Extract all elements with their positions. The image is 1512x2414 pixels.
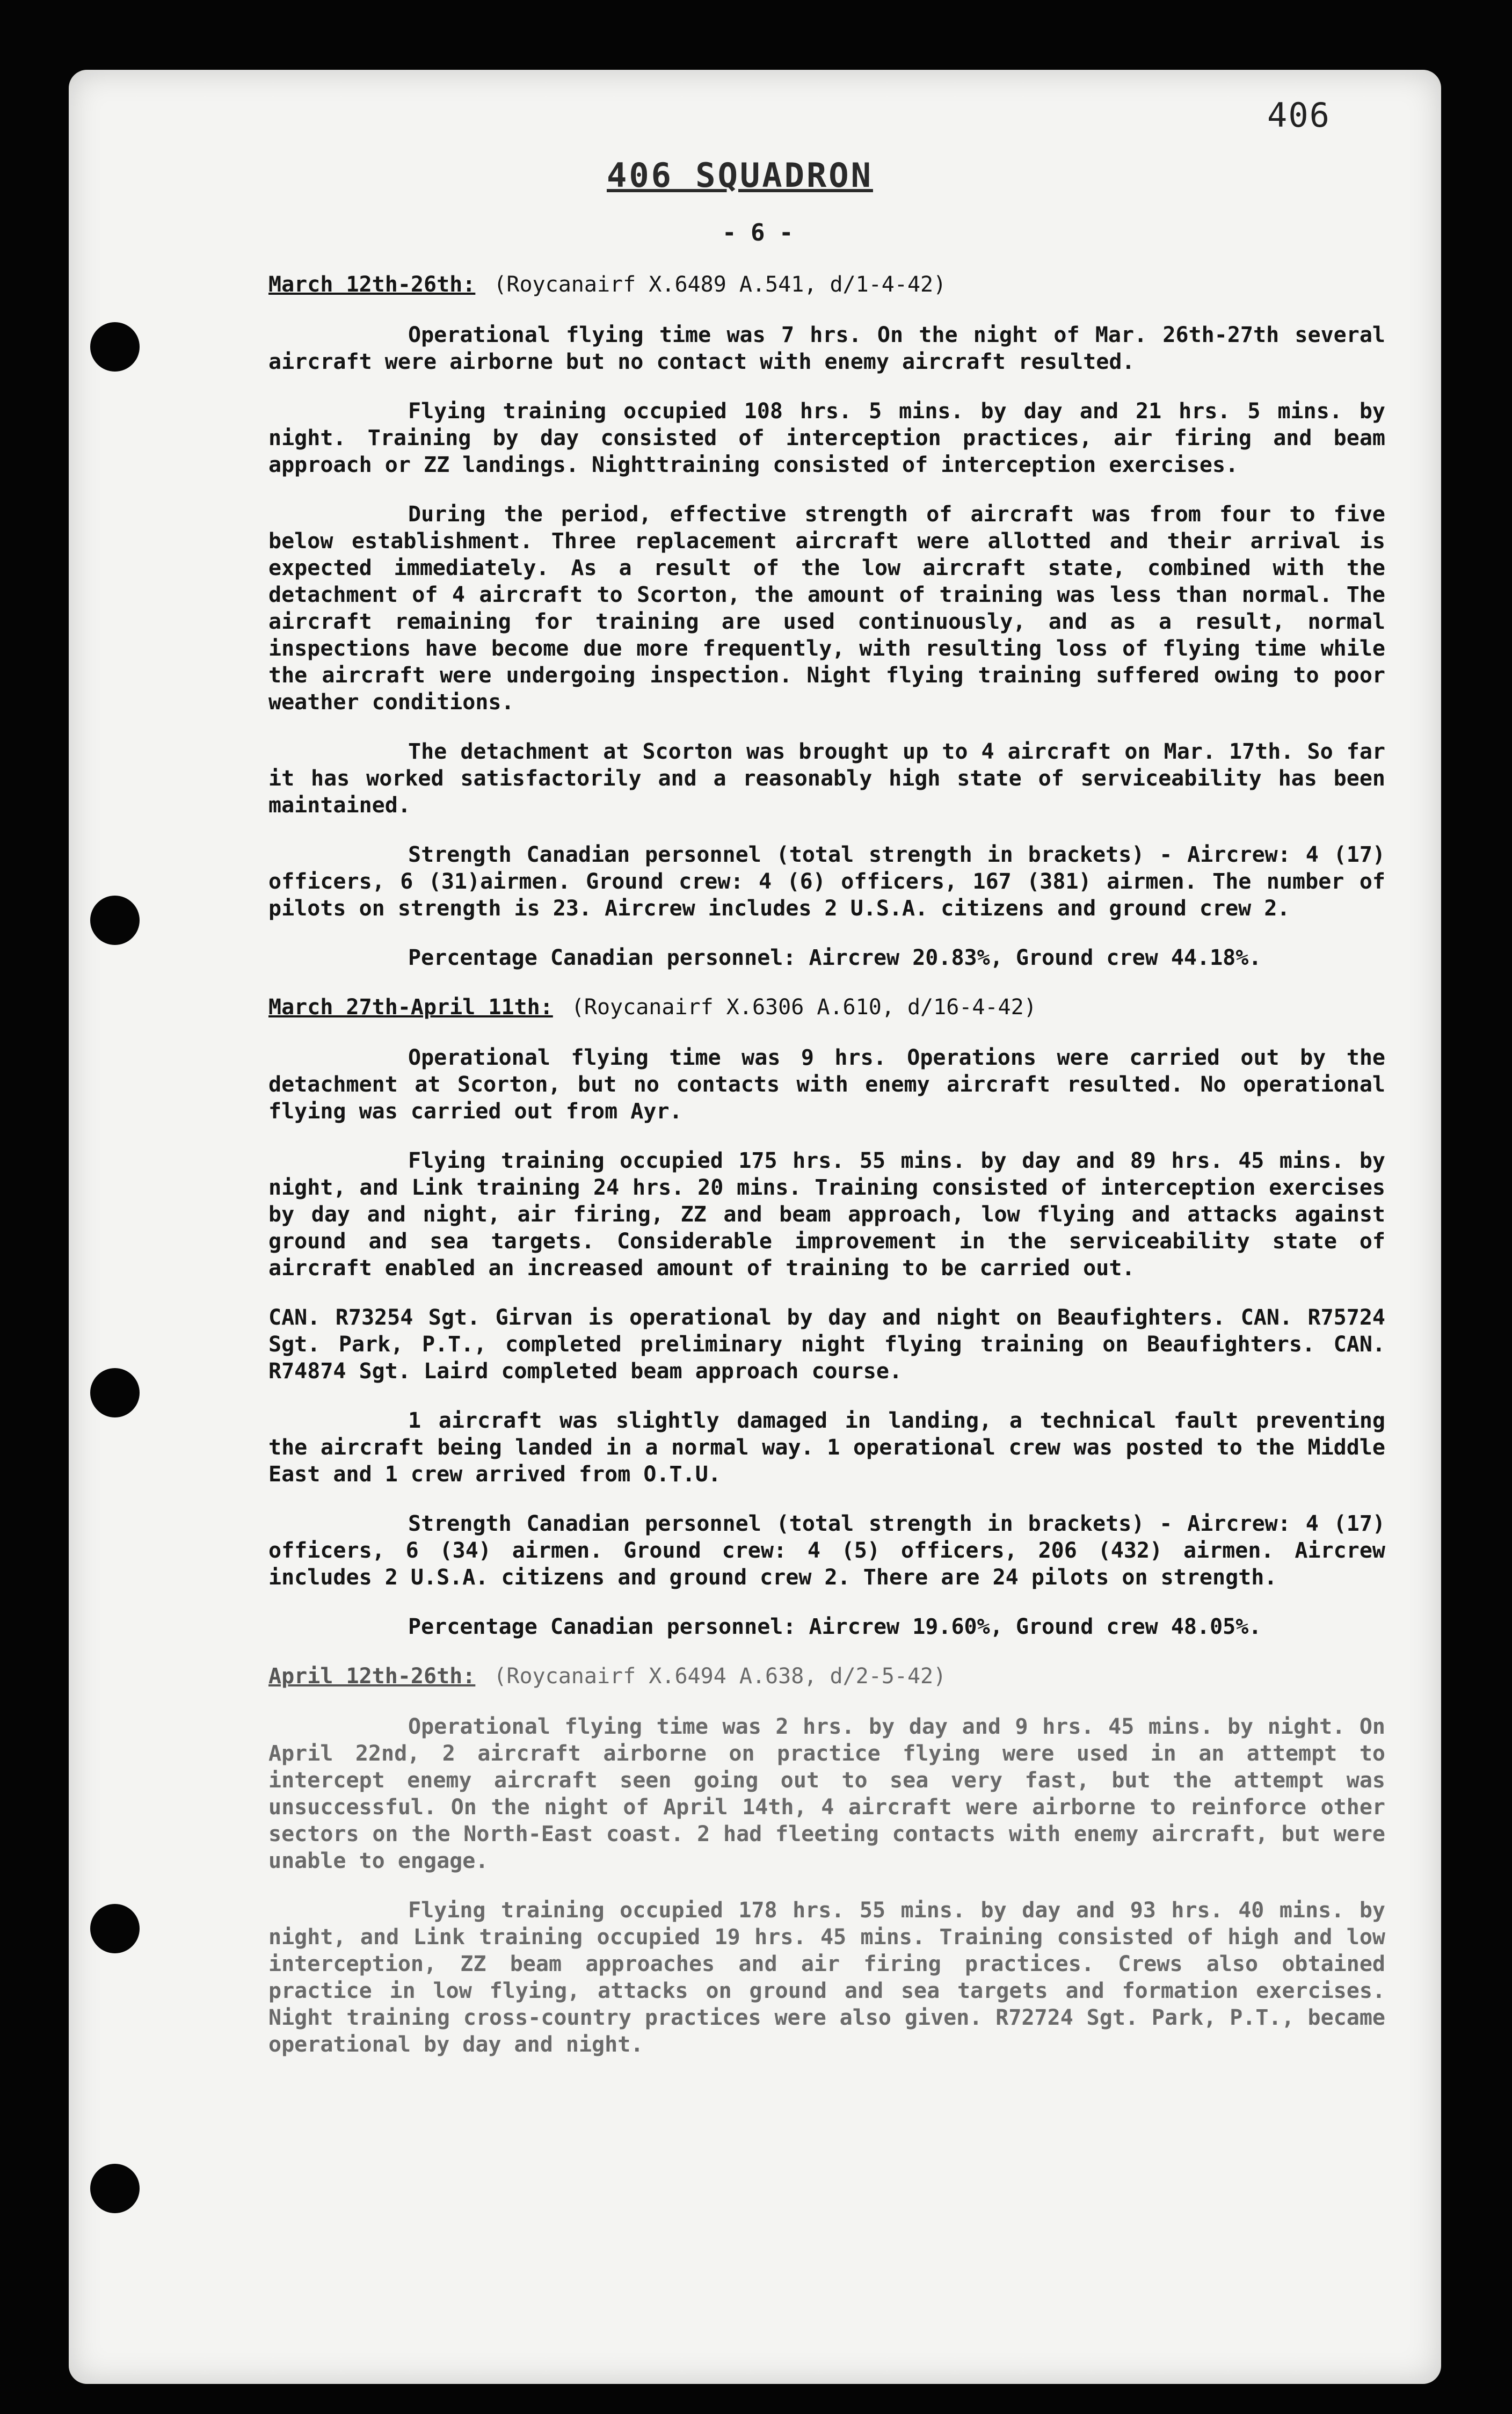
paragraph: Flying training occupied 178 hrs. 55 mins. by day and 93 hrs. 40 mins. by night, and Link training occupied 19 hrs. 45 mins. Training consisted of high and low interception, ZZ beam approaches and air firing practices. Crews also obtained practice in low flying, attacks on ground and sea targets and formation exercises. Night training cross-country practices were also given. R72724 Sgt. Park, P.T., became operational by day and night. [268,1898,1385,2057]
sub-page-number: - 6 - [722,219,794,246]
section-heading [268,994,1385,1021]
paragraph: 1 aircraft was slightly damaged in landing, a technical fault preventing the aircraft being landed in a normal way. 1 operational crew was posted to the Middle East and 1 crew arrived from O.T.U. [268,1408,1385,1487]
section-reference: (Roycanairf X.6489 A.541, d/1-4-42) [493,272,947,297]
paragraph: During the period, effective strength of aircraft was from four to five below establishment. Three replacement aircraft were allotted and their arrival is expected immediately. As a result of the low aircraft state, combined with the detachment of 4 aircraft to Scorton, the amount of training was less than normal. The aircraft remaining for training are used continuously, and as a result, normal inspections have become due more frequently, with resulting loss of flying time while the aircraft were undergoing inspection. Night flying training suffered owing to poor weather conditions. [268,502,1385,715]
paragraph: CAN. R73254 Sgt. Girvan is operational by day and night on Beaufighters. CAN. R75724 Sgt. Park, P.T., completed preliminary night flying training on Beaufighters. CAN. R74874 Sgt. Laird completed beam approach course. [268,1305,1385,1384]
binder-hole [90,1904,140,1953]
section-heading [268,271,1385,298]
section-reference: (Roycanairf X.6494 A.638, d/2-5-42) [493,1664,947,1689]
document-body [268,271,1385,2081]
binder-hole [90,1368,140,1417]
section-april-12-26 [268,1663,1385,2058]
percentage-line: Percentage Canadian personnel: Aircrew 20.83%, Ground crew 44.18%. [408,946,1262,970]
section-date: April 12th-26th: [268,1664,476,1689]
section-march-27-april-11 [268,994,1385,1640]
binder-hole [90,322,140,372]
paragraph: Operational flying time was 9 hrs. Operations were carried out by the detachment at Scorton, but no contacts with enemy aircraft resulted. No operational flying was carried out from Ayr. [268,1045,1385,1124]
page-number: 406 [1267,96,1331,135]
binder-hole [90,896,140,945]
section-march-12-26 [268,271,1385,971]
section-date: March 12th-26th: [268,272,476,297]
paragraph: Operational flying time was 2 hrs. by day and 9 hrs. 45 mins. by night. On April 22nd, 2 aircraft airborne on practice flying were used in an attempt to intercept enemy aircraft seen going out to sea very fast, but the attempt was unsuccessful. On the night of April 14th, 4 aircraft were airborne to reinforce other sectors on the North-East coast. 2 had fleeting contacts with enemy aircraft, but were unable to engage. [268,1714,1385,1873]
paragraph: Flying training occupied 108 hrs. 5 mins. by day and 21 hrs. 5 mins. by night. Training by day consisted of interception practices, air firing and beam approach or ZZ landings. Nighttraining consisted of interception exercises. [268,399,1385,477]
percentage-line: Percentage Canadian personnel: Aircrew 19.60%, Ground crew 48.05%. [408,1615,1262,1639]
section-date: March 27th-April 11th: [268,995,553,1020]
paragraph: The detachment at Scorton was brought up to 4 aircraft on Mar. 17th. So far it has worked satisfactorily and a reasonably high state of serviceability has been maintained. [268,739,1385,818]
section-heading [268,1663,1385,1690]
paragraph: Flying training occupied 175 hrs. 55 mins. by day and 89 hrs. 45 mins. by night, and Link training 24 hrs. 20 mins. Training consisted of interception exercises by day and night, air firing, ZZ and beam approach, low flying and attacks against ground and sea targets. Considerable improvement in the serviceability state of aircraft enabled an increased amount of training to be carried out. [268,1148,1385,1281]
paragraph: Operational flying time was 7 hrs. On the night of Mar. 26th-27th several aircraft were airborne but no contact with enemy aircraft resulted. [268,323,1385,374]
document-title: 406 SQUADRON [607,156,873,195]
paragraph: Strength Canadian personnel (total strength in brackets) - Aircrew: 4 (17) officers, 6 (31)airmen. Ground crew: 4 (6) officers, 167 (381) airmen. The number of pilots on strength is 23. Aircrew includes 2 U.S.A. citizens and ground crew 2. [268,842,1385,921]
section-reference: (Roycanairf X.6306 A.610, d/16-4-42) [571,995,1037,1020]
binder-hole [90,2164,140,2213]
paragraph: Strength Canadian personnel (total strength in brackets) - Aircrew: 4 (17) officers, 6 (34) airmen. Ground crew: 4 (5) officers, 206 (432) airmen. Aircrew includes 2 U.S.A. citizens and ground crew 2. There are 24 pilots on strength. [268,1511,1385,1590]
